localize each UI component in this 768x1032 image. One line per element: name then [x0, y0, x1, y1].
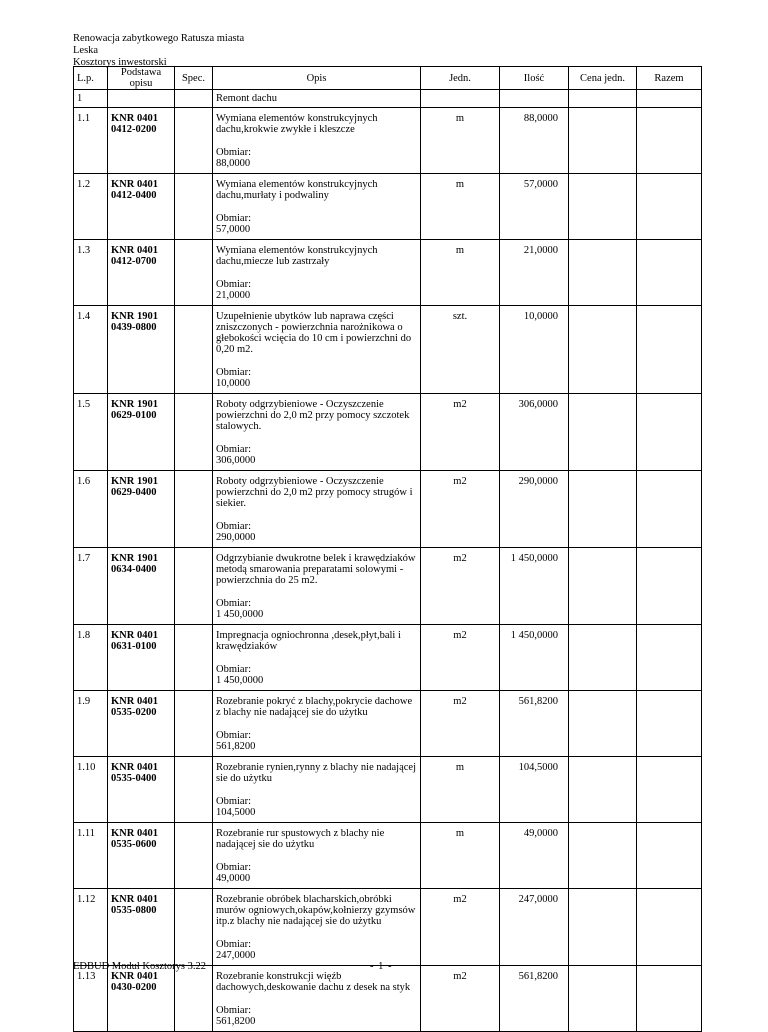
measurement-label: Obmiar:: [216, 1005, 251, 1016]
spec-cell: [175, 691, 213, 757]
measurement-value: 57,0000: [216, 224, 251, 235]
unit-cell: m: [421, 823, 500, 889]
quantity-cell: 10,0000: [500, 306, 569, 394]
section-number: 1: [74, 90, 108, 108]
footer-page-number: - 1 -: [370, 961, 393, 972]
total-cell: [637, 889, 702, 966]
basis-code-position: 0629-0100: [111, 410, 157, 421]
basis-code-catalog: KNR 0401: [111, 894, 158, 905]
item-number: 1.9: [74, 691, 108, 757]
measurement-value: 1 450,0000: [216, 675, 264, 686]
measurement-value: 104,5000: [216, 807, 256, 818]
table-row: [74, 691, 702, 757]
section-title: Remont dachu: [213, 90, 421, 108]
col-header-description: Opis: [213, 67, 421, 90]
item-description: Roboty odgrzybieniowe - Oczyszczenie powierzchni do 2,0 m2 przy pomocy szczotek stalowych.: [216, 399, 410, 432]
basis-code: [108, 757, 175, 823]
measurement-value: 10,0000: [216, 378, 251, 389]
unit-cell: m2: [421, 471, 500, 548]
quantity-cell: 561,8200: [500, 966, 569, 1032]
quantity-cell: 561,8200: [500, 691, 569, 757]
col-header-unit-price: Cena jedn.: [569, 67, 637, 90]
total-cell: [637, 691, 702, 757]
item-description: Rozebranie obróbek blacharskich,obróbki murów ogniowych,okapów,kołnierzy gzymsów itp.z blachy nie nadającej sie do użytku: [216, 894, 416, 927]
basis-code: [108, 240, 175, 306]
unit-price-cell: [569, 691, 637, 757]
unit-cell: m2: [421, 889, 500, 966]
unit-price-cell: [569, 471, 637, 548]
total-cell: [637, 306, 702, 394]
basis-code-position: 0535-0800: [111, 905, 157, 916]
item-number: 1.8: [74, 625, 108, 691]
header-doc-type: Kosztorys inwestorski: [73, 57, 167, 68]
quantity-cell: 290,0000: [500, 471, 569, 548]
item-description: Rozebranie rur spustowych z blachy nie nadającej sie do użytku: [216, 828, 385, 850]
item-description: Wymiana elementów konstrukcyjnych dachu,murłaty i podwaliny: [216, 179, 378, 201]
total-cell: [637, 471, 702, 548]
measurement-label: Obmiar:: [216, 279, 251, 290]
measurement-label: Obmiar:: [216, 213, 251, 224]
measurement-label: Obmiar:: [216, 598, 251, 609]
description-cell: [213, 889, 421, 966]
table-row: [74, 889, 702, 966]
basis-code-catalog: KNR 0401: [111, 245, 158, 256]
basis-code-position: 0634-0400: [111, 564, 157, 575]
basis-code: [108, 108, 175, 174]
description-cell: [213, 394, 421, 471]
item-description: Wymiana elementów konstrukcyjnych dachu,miecze lub zastrzały: [216, 245, 378, 267]
unit-price-cell: [569, 548, 637, 625]
col-header-basis: Podstawa opisu: [108, 67, 175, 90]
item-number: 1.13: [74, 966, 108, 1032]
measurement-value: 561,8200: [216, 1016, 256, 1027]
basis-code: [108, 306, 175, 394]
basis-code-position: 0412-0200: [111, 124, 157, 135]
description-cell: [213, 108, 421, 174]
spec-cell: [175, 966, 213, 1032]
cost-estimate-table: [73, 66, 702, 1032]
table-row: [74, 966, 702, 1032]
measurement-value: 290,0000: [216, 532, 256, 543]
table-header-row: [74, 67, 702, 90]
unit-price-cell: [569, 823, 637, 889]
basis-code-position: 0629-0400: [111, 487, 157, 498]
description-cell: [213, 306, 421, 394]
quantity-cell: 1 450,0000: [500, 548, 569, 625]
total-cell: [637, 548, 702, 625]
basis-code: [108, 823, 175, 889]
col-header-lp: L.p.: [74, 67, 108, 90]
basis-code-position: 0535-0600: [111, 839, 157, 850]
item-number: 1.6: [74, 471, 108, 548]
total-cell: [637, 823, 702, 889]
measurement-value: 247,0000: [216, 950, 256, 961]
item-description: Rozebranie rynien,rynny z blachy nie nadającej sie do użytku: [216, 762, 416, 784]
unit-price-cell: [569, 108, 637, 174]
header-title-line2: Leska: [73, 45, 99, 56]
item-description: Roboty odgrzybieniowe - Oczyszczenie powierzchni do 2,0 m2 przy pomocy strugów i siekier.: [216, 476, 413, 509]
basis-code: [108, 966, 175, 1032]
basis-code-position: 0412-0700: [111, 256, 157, 267]
measurement-label: Obmiar:: [216, 444, 251, 455]
unit-cell: m2: [421, 394, 500, 471]
measurement-label: Obmiar:: [216, 796, 251, 807]
unit-cell: m: [421, 108, 500, 174]
item-number: 1.11: [74, 823, 108, 889]
item-number: 1.5: [74, 394, 108, 471]
basis-code-catalog: KNR 1901: [111, 311, 158, 322]
item-number: 1.4: [74, 306, 108, 394]
unit-price-cell: [569, 625, 637, 691]
total-cell: [637, 174, 702, 240]
basis-code: [108, 691, 175, 757]
total-cell: [637, 394, 702, 471]
description-cell: [213, 240, 421, 306]
table-row: [74, 174, 702, 240]
item-number: 1.3: [74, 240, 108, 306]
basis-code-catalog: KNR 0401: [111, 179, 158, 190]
basis-code-catalog: KNR 1901: [111, 476, 158, 487]
unit-cell: m: [421, 240, 500, 306]
quantity-cell: 104,5000: [500, 757, 569, 823]
description-cell: [213, 823, 421, 889]
measurement-label: Obmiar:: [216, 521, 251, 532]
description-cell: [213, 966, 421, 1032]
col-header-total: Razem: [637, 67, 702, 90]
unit-price-cell: [569, 174, 637, 240]
table-row: [74, 471, 702, 548]
basis-code-catalog: KNR 0401: [111, 630, 158, 641]
unit-cell: m: [421, 757, 500, 823]
item-number: 1.12: [74, 889, 108, 966]
description-cell: [213, 174, 421, 240]
total-cell: [637, 108, 702, 174]
basis-code: [108, 889, 175, 966]
unit-price-cell: [569, 889, 637, 966]
item-description: Wymiana elementów konstrukcyjnych dachu,krokwie zwykłe i kleszcze: [216, 113, 378, 135]
basis-code-position: 0535-0400: [111, 773, 157, 784]
table-row: [74, 548, 702, 625]
description-cell: [213, 471, 421, 548]
item-number: 1.7: [74, 548, 108, 625]
unit-price-cell: [569, 240, 637, 306]
spec-cell: [175, 174, 213, 240]
quantity-cell: 306,0000: [500, 394, 569, 471]
unit-cell: m2: [421, 691, 500, 757]
quantity-cell: 88,0000: [500, 108, 569, 174]
table-row: [74, 625, 702, 691]
spec-cell: [175, 625, 213, 691]
description-cell: [213, 757, 421, 823]
description-cell: [213, 691, 421, 757]
item-description: Impregnacja ogniochronna ,desek,płyt,bali i krawędziaków: [216, 630, 401, 652]
document-header: [73, 33, 244, 69]
item-description: Rozebranie konstrukcji więźb dachowych,deskowanie dachu z desek na styk: [216, 971, 411, 993]
measurement-value: 21,0000: [216, 290, 251, 301]
item-number: 1.1: [74, 108, 108, 174]
col-header-spec: Spec.: [175, 67, 213, 90]
unit-cell: m2: [421, 625, 500, 691]
unit-price-cell: [569, 394, 637, 471]
unit-price-cell: [569, 757, 637, 823]
basis-code: [108, 625, 175, 691]
basis-code-catalog: KNR 0401: [111, 762, 158, 773]
table-row: [74, 240, 702, 306]
measurement-label: Obmiar:: [216, 664, 251, 675]
table-row: [74, 823, 702, 889]
basis-code-position: 0430-0200: [111, 982, 157, 993]
basis-code-position: 0535-0200: [111, 707, 157, 718]
basis-code-catalog: KNR 0401: [111, 971, 158, 982]
unit-cell: m: [421, 174, 500, 240]
unit-price-cell: [569, 306, 637, 394]
item-number: 1.10: [74, 757, 108, 823]
spec-cell: [175, 757, 213, 823]
quantity-cell: 21,0000: [500, 240, 569, 306]
table-row: [74, 394, 702, 471]
section-row: [74, 90, 702, 108]
basis-code-position: 0439-0800: [111, 322, 157, 333]
measurement-value: 561,8200: [216, 741, 256, 752]
spec-cell: [175, 108, 213, 174]
spec-cell: [175, 240, 213, 306]
unit-cell: m2: [421, 548, 500, 625]
measurement-value: 88,0000: [216, 158, 251, 169]
total-cell: [637, 757, 702, 823]
basis-code: [108, 394, 175, 471]
item-description: Odgrzybianie dwukrotne belek i krawędziaków metodą smarowania preparatami solowymi - powierzchnia do 25 m2.: [216, 553, 416, 586]
basis-code-catalog: KNR 1901: [111, 553, 158, 564]
measurement-value: 49,0000: [216, 873, 251, 884]
header-title-line1: Renowacja zabytkowego Ratusza miasta: [73, 33, 245, 44]
table-row: [74, 757, 702, 823]
spec-cell: [175, 823, 213, 889]
total-cell: [637, 625, 702, 691]
basis-code-catalog: KNR 1901: [111, 399, 158, 410]
measurement-value: 306,0000: [216, 455, 256, 466]
basis-code: [108, 471, 175, 548]
basis-code-catalog: KNR 0401: [111, 696, 158, 707]
spec-cell: [175, 471, 213, 548]
spec-cell: [175, 394, 213, 471]
footer-software: EDBUD Moduł Kosztorys 3.22: [73, 961, 206, 972]
item-number: 1.2: [74, 174, 108, 240]
basis-code-catalog: KNR 0401: [111, 828, 158, 839]
basis-code: [108, 174, 175, 240]
measurement-label: Obmiar:: [216, 730, 251, 741]
unit-cell: m2: [421, 966, 500, 1032]
quantity-cell: 57,0000: [500, 174, 569, 240]
measurement-label: Obmiar:: [216, 367, 251, 378]
quantity-cell: 49,0000: [500, 823, 569, 889]
spec-cell: [175, 889, 213, 966]
measurement-value: 1 450,0000: [216, 609, 264, 620]
measurement-label: Obmiar:: [216, 862, 251, 873]
spec-cell: [175, 306, 213, 394]
unit-price-cell: [569, 966, 637, 1032]
item-description: Rozebranie pokryć z blachy,pokrycie dachowe z blachy nie nadającej sie do użytku: [216, 696, 413, 718]
total-cell: [637, 966, 702, 1032]
col-header-unit: Jedn.: [421, 67, 500, 90]
basis-code-position: 0412-0400: [111, 190, 157, 201]
col-header-quantity: Ilość: [500, 67, 569, 90]
item-description: Uzupełnienie ubytków lub naprawa części zniszczonych - powierzchnia narożnikowa o głebokości wcięcia do 10 cm i powierzchni do 0,20 m2.: [216, 311, 412, 355]
description-cell: [213, 625, 421, 691]
measurement-label: Obmiar:: [216, 939, 251, 950]
total-cell: [637, 240, 702, 306]
quantity-cell: 247,0000: [500, 889, 569, 966]
unit-cell: szt.: [421, 306, 500, 394]
basis-code-position: 0631-0100: [111, 641, 157, 652]
basis-code-catalog: KNR 0401: [111, 113, 158, 124]
basis-code: [108, 548, 175, 625]
table-row: [74, 306, 702, 394]
spec-cell: [175, 548, 213, 625]
description-cell: [213, 548, 421, 625]
measurement-label: Obmiar:: [216, 147, 251, 158]
quantity-cell: 1 450,0000: [500, 625, 569, 691]
table-row: [74, 108, 702, 174]
